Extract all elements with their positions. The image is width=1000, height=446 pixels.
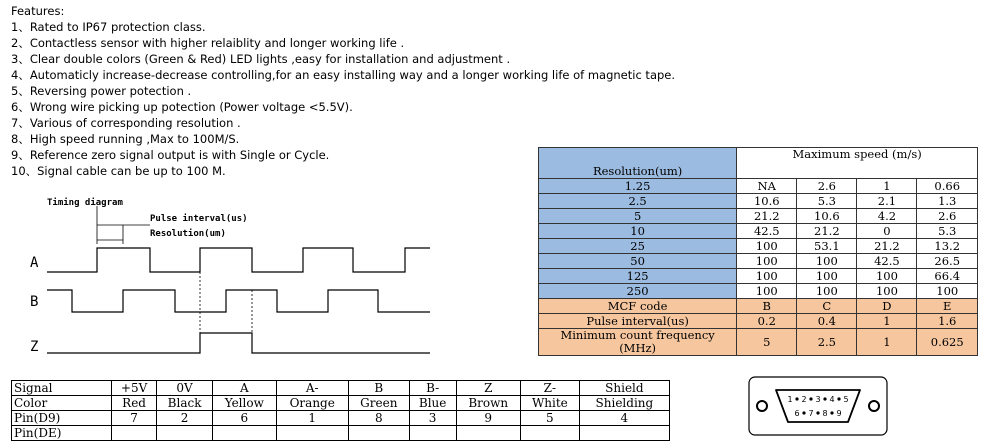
pin-table-cell: 3	[409, 411, 456, 426]
pin-table-cell: White	[520, 396, 579, 411]
timing-diagram-title: Timing diagram	[47, 198, 123, 208]
speed-cell: 100	[737, 254, 797, 269]
channel-b-label: B	[30, 294, 39, 310]
speed-cell: 42.5	[737, 224, 797, 239]
speed-cell: 2.6	[917, 209, 978, 224]
channel-a-waveform	[47, 248, 430, 272]
pin-number: 1	[787, 395, 793, 404]
pin-table-cell: Shield	[579, 381, 669, 396]
resolution-cell: 1.25	[539, 179, 737, 194]
pin-table-cell: Z	[456, 381, 520, 396]
pin-table-cell	[157, 426, 213, 441]
resolution-label: Resolution(um)	[150, 229, 226, 239]
speed-cell: 21.2	[857, 239, 917, 254]
speed-cell: 100	[797, 269, 857, 284]
pin-table-cell	[456, 426, 520, 441]
speed-cell: 100	[737, 284, 797, 299]
feature-item: 6、Wrong wire picking up potection (Power voltage <5.5V).	[11, 100, 353, 114]
resolution-cell: 50	[539, 254, 737, 269]
feature-item: 1、Rated to IP67 protection class.	[11, 20, 206, 34]
pin-table-cell: 2	[157, 411, 213, 426]
feature-item: 10、Signal cable can be up to 100 M.	[11, 164, 226, 178]
mcf-code-cell: D	[857, 299, 917, 314]
speed-cell: 100	[737, 269, 797, 284]
table-row	[539, 179, 978, 194]
feature-item: 3、Clear double colors (Green & Red) LED lights ,easy for installation and adjustment .	[11, 52, 511, 66]
pin-table-cell: Yellow	[213, 396, 277, 411]
db9-connector-icon	[748, 376, 888, 436]
speed-cell: 100	[857, 269, 917, 284]
channel-b-waveform	[47, 290, 430, 312]
count-frequency-cell: 0.625	[917, 329, 978, 356]
pin-table-cell: Red	[112, 396, 157, 411]
speed-cell: 0.66	[917, 179, 978, 194]
speed-cell: 10.6	[797, 209, 857, 224]
table-row	[12, 381, 670, 396]
resolution-cell: 2.5	[539, 194, 737, 209]
table-row	[12, 426, 670, 441]
table-row	[12, 411, 670, 426]
pin-table-cell: 7	[112, 411, 157, 426]
table-row	[539, 239, 978, 254]
speed-cell: NA	[737, 179, 797, 194]
mcf-code-label: MCF code	[539, 299, 737, 314]
count-frequency-cell: 1	[857, 329, 917, 356]
feature-item: 5、Reversing power potection .	[11, 84, 192, 98]
channel-z-label: Z	[30, 339, 39, 355]
table-row	[539, 269, 978, 284]
pin-table-cell: 9	[456, 411, 520, 426]
pulse-interval-cell: 0.4	[797, 314, 857, 329]
pin-table-cell: B-	[409, 381, 456, 396]
feature-item: 7、Various of corresponding resolution .	[11, 116, 241, 130]
speed-cell: 100	[797, 284, 857, 299]
count-frequency-cell: 2.5	[797, 329, 857, 356]
pin-number: 6	[794, 409, 800, 418]
speed-cell: 42.5	[857, 254, 917, 269]
speed-cell: 5.3	[797, 194, 857, 209]
table-row	[539, 194, 978, 209]
speed-cell: 2.1	[857, 194, 917, 209]
channel-z-waveform	[47, 333, 430, 353]
speed-cell: 100	[737, 239, 797, 254]
table-row	[539, 209, 978, 224]
pin-table-cell: Signal	[12, 381, 112, 396]
speed-cell: 26.5	[917, 254, 978, 269]
pin-table-cell: Shielding	[579, 396, 669, 411]
speed-cell: 66.4	[917, 269, 978, 284]
speed-cell: 1	[857, 179, 917, 194]
feature-item: 4、Automaticly increase-decrease controlling,for an easy installing way and a longer working life of magnetic tape.	[11, 68, 676, 82]
pin-table-cell: 8	[348, 411, 409, 426]
speed-cell: 4.2	[857, 209, 917, 224]
table-row	[539, 284, 978, 299]
pin-table-cell: Green	[348, 396, 409, 411]
speed-cell: 21.2	[797, 224, 857, 239]
speed-cell: 1.3	[917, 194, 978, 209]
pulse-interval-label: Pulse interval(us)	[539, 314, 737, 329]
speed-cell: 100	[857, 284, 917, 299]
pin-table-cell: +5V	[112, 381, 157, 396]
pin-table-cell	[348, 426, 409, 441]
table-row	[12, 396, 670, 411]
resolution-header: Resolution(um)	[539, 148, 737, 179]
pin-table-cell	[276, 426, 348, 441]
pin-number: 9	[836, 409, 842, 418]
speed-cell: 100	[797, 254, 857, 269]
feature-item: 2、Contactless sensor with higher relaiblity and longer working life .	[11, 36, 405, 50]
table-row	[539, 224, 978, 239]
pin-table-cell: A-	[276, 381, 348, 396]
speed-cell: 53.1	[797, 239, 857, 254]
pin-table-cell: Brown	[456, 396, 520, 411]
pulse-interval-label: Pulse interval(us)	[150, 214, 248, 224]
resolution-cell: 125	[539, 269, 737, 284]
pin-number: 5	[843, 395, 849, 404]
count-frequency-cell: 5	[737, 329, 797, 356]
pulse-interval-cell: 0.2	[737, 314, 797, 329]
pin-number: 7	[808, 409, 814, 418]
count-frequency-label: Minimum count frequency (MHz)	[539, 329, 737, 356]
features-heading: Features:	[11, 4, 65, 18]
pin-table	[11, 380, 670, 441]
max-speed-header: Maximum speed (m/s)	[737, 148, 978, 179]
channel-a-label: A	[30, 255, 39, 271]
pin-table-cell	[520, 426, 579, 441]
table-row	[539, 254, 978, 269]
speed-table	[538, 147, 978, 356]
pin-table-cell: B	[348, 381, 409, 396]
pin-table-cell	[112, 426, 157, 441]
pin-table-cell: A	[213, 381, 277, 396]
mcf-code-cell: B	[737, 299, 797, 314]
feature-item: 8、High speed running ,Max to 100M/S.	[11, 132, 240, 146]
pin-table-cell: 6	[213, 411, 277, 426]
pin-table-cell: Z-	[520, 381, 579, 396]
pin-table-cell: Blue	[409, 396, 456, 411]
pin-table-cell	[409, 426, 456, 441]
resolution-cell: 5	[539, 209, 737, 224]
pulse-interval-cell: 1.6	[917, 314, 978, 329]
pin-table-cell: Orange	[276, 396, 348, 411]
mcf-code-cell: C	[797, 299, 857, 314]
count-frequency-row	[539, 329, 978, 356]
speed-cell: 2.6	[797, 179, 857, 194]
speed-cell: 10.6	[737, 194, 797, 209]
mcf-code-row	[539, 299, 978, 314]
pin-table-cell: 5	[520, 411, 579, 426]
dimension-lines	[97, 206, 150, 244]
pin-table-cell: Color	[12, 396, 112, 411]
pin-table-cell	[213, 426, 277, 441]
pin-table-cell: Black	[157, 396, 213, 411]
pin-table-cell: Pin(D9)	[12, 411, 112, 426]
pin-table-cell	[579, 426, 669, 441]
pulse-interval-row	[539, 314, 978, 329]
mcf-code-cell: E	[917, 299, 978, 314]
resolution-cell: 25	[539, 239, 737, 254]
speed-cell: 0	[857, 224, 917, 239]
pin-number: 2	[801, 395, 807, 404]
pin-number: 8	[822, 409, 828, 418]
pin-table-cell: 0V	[157, 381, 213, 396]
pin-number: 4	[829, 395, 835, 404]
speed-cell: 13.2	[917, 239, 978, 254]
speed-cell: 100	[917, 284, 978, 299]
resolution-cell: 10	[539, 224, 737, 239]
pin-table-cell: Pin(DE)	[12, 426, 112, 441]
pin-table-cell: 1	[276, 411, 348, 426]
pin-table-cell: 4	[579, 411, 669, 426]
timing-diagram	[20, 190, 440, 365]
speed-cell: 21.2	[737, 209, 797, 224]
feature-item: 9、Reference zero signal output is with Single or Cycle.	[11, 148, 330, 162]
pin-number: 3	[815, 395, 821, 404]
pulse-interval-cell: 1	[857, 314, 917, 329]
speed-cell: 5.3	[917, 224, 978, 239]
resolution-cell: 250	[539, 284, 737, 299]
